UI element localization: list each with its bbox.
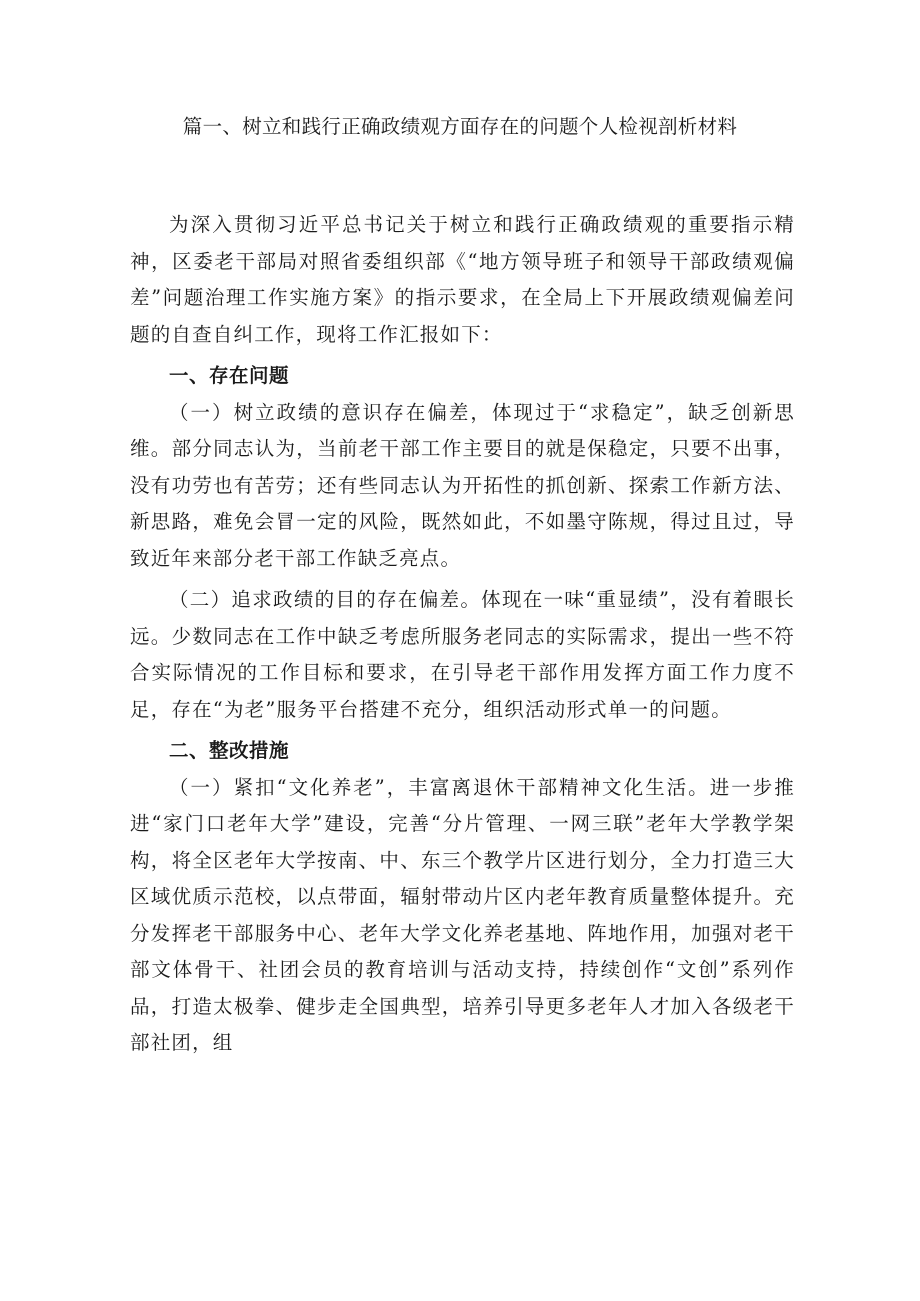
document-body bbox=[130, 207, 795, 1062]
measure-paragraph-1: （一）紧扣“文化养老”，丰富离退休干部精神文化生活。进一步推进“家门口老年大学”建设，完善“分片管理、一网三联”老年大学教学架构，将全区老年大学按南、中、东三个教学片区进行划分，全力打造三大区域优质示范校，以点带面，辐射带动片区内老年教育质量整体提升。充分发挥老干部服务中心、老年大学文化养老基地、阵地作用，加强对老干部文体骨干、社团会员的教育培训与活动支持，持续创作“文创”系列作品，打造太极拳、健步走全国典型，培养引导更多老年人才加入各级老干部社团，组 bbox=[130, 775, 795, 1054]
problem-paragraph-1: （一）树立政绩的意识存在偏差，体现过于“求稳定”，缺乏创新思维。部分同志认为，当前老干部工作主要目的就是保稳定，只要不出事，没有功劳也有苦劳；还有些同志认为开拓性的抓创新、探索工作新方法、新思路，难免会冒一定的风险，既然如此，不如墨守陈规，得过且过，导致近年来部分老干部工作缺乏亮点。 bbox=[130, 400, 795, 570]
problem-paragraph-2: （二）追求政绩的目的存在偏差。体现在一味“重显绩”，没有着眼长远。少数同志在工作中缺乏考虑所服务老同志的实际需求，提出一些不符合实际情况的工作目标和要求，在引导老干部作用发挥方面工作力度不足，存在“为老”服务平台搭建不充分，组织活动形式单一的问题。 bbox=[130, 588, 795, 721]
intro-paragraph: 为深入贯彻习近平总书记关于树立和践行正确政绩观的重要指示精神，区委老干部局对照省委组织部《“地方领导班子和领导干部政绩观偏差”问题治理工作实施方案》的指示要求，在全局上下开展政绩观偏差问题的自查自纠工作，现将工作汇报如下： bbox=[130, 213, 795, 346]
section-heading-problems: 一、存在问题 bbox=[169, 364, 290, 387]
section-heading-measures: 二、整改措施 bbox=[169, 739, 290, 762]
document-title: 篇一、树立和践行正确政绩观方面存在的问题个人检视剖析材料 bbox=[182, 115, 738, 138]
